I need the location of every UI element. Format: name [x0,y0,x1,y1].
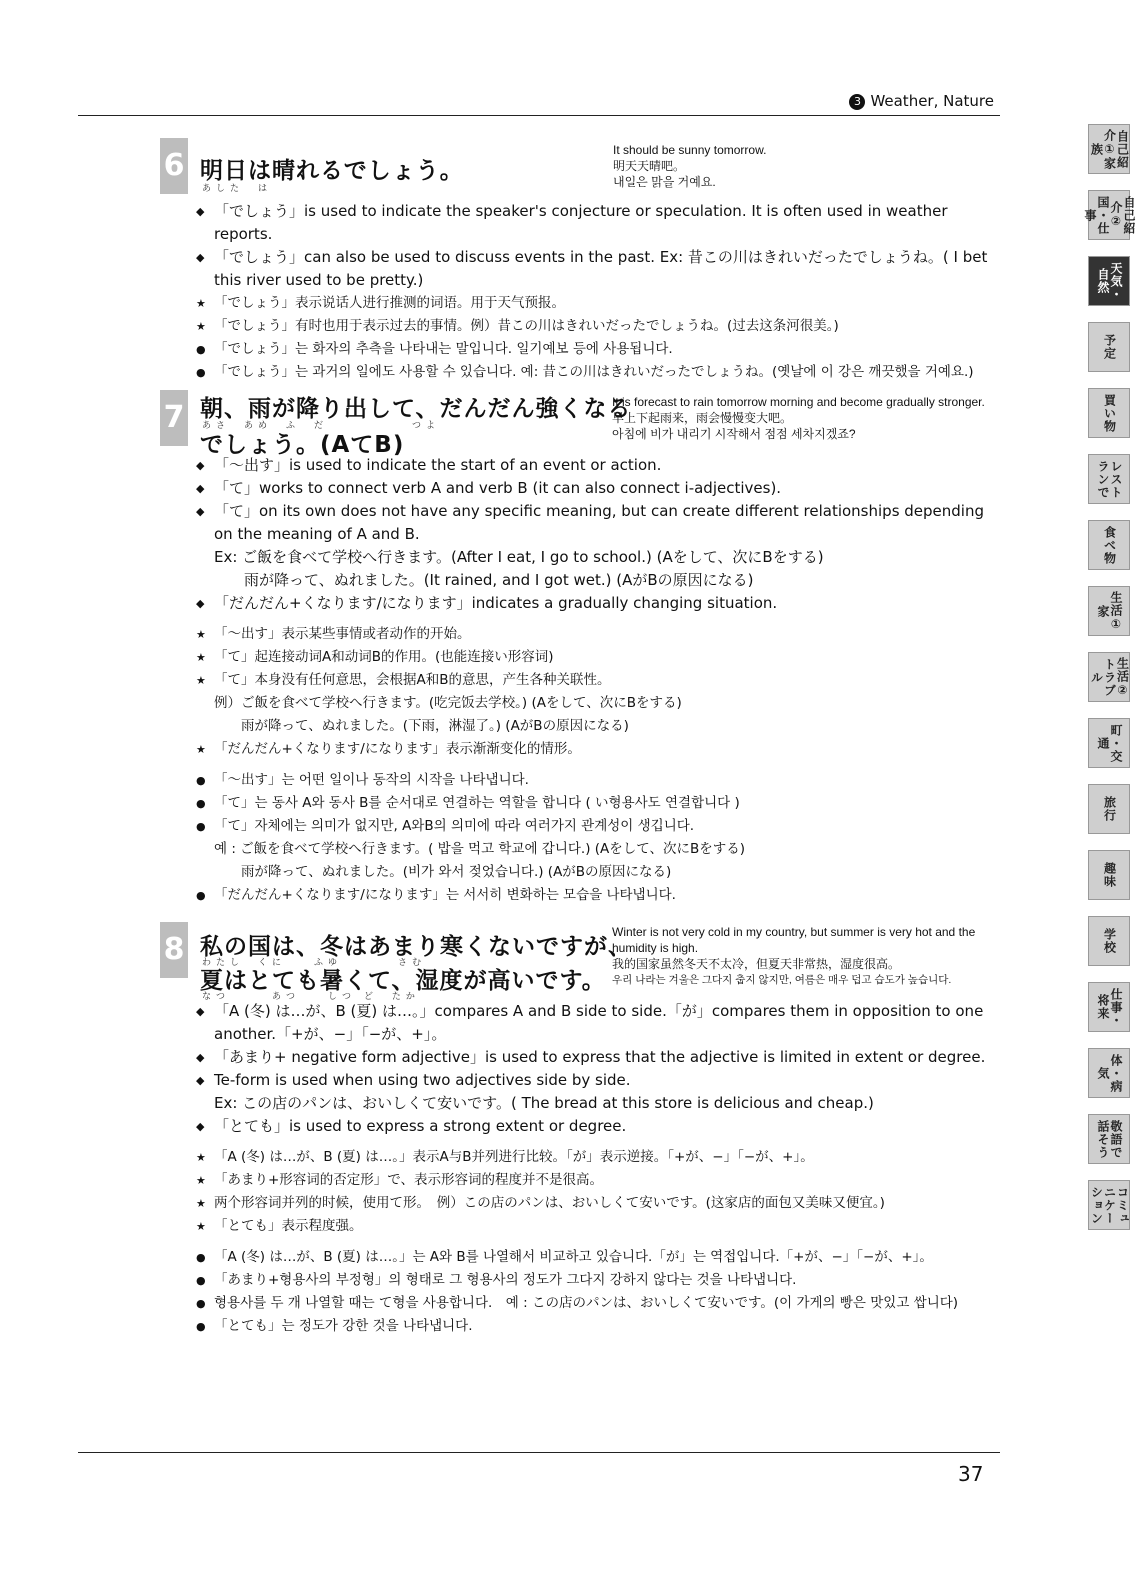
note-text: 「A (冬) は…が、B (夏) は…。」compares A and B side to side.「が」compares them in opposition to one another.「+が、−」「−が、+」。 [214,1002,984,1043]
bullet-star-icon: ★ [196,1151,206,1164]
footer-rule [78,1452,1000,1453]
section-notes [196,1000,996,1338]
note-text: 「でしょう」can also be used to discuss events in the past. Ex: 昔この川はきれいだったでしょうね。( I bet this river used to be pretty.) [214,248,988,289]
note-text: 「だんだん+くなります/になります」는 서서히 변화하는 모습을 나타냅니다. [214,887,676,903]
chapter-index-tabs [1084,124,1134,1246]
note-text: 「でしょう」有时也用于表示过去的事情。例）昔この川はきれいだったでしょうね。(过去这条河很美。) [214,318,839,334]
note-text: 형용사를 두 개 나열할 때는 て형을 사용합니다. 예 : この店のパンは、おいしくて安いです。(이 가게의 빵은 맛있고 쌉니다) [214,1295,959,1311]
section-title-line1: 私の国は、冬はあまり寒くないですが、 [200,934,632,960]
note-text: 예 : ご飯を食べて学校へ行きます。( 밥을 먹고 학교에 갑니다.) (Aをして、次にBをする) [214,841,746,857]
note-text: 「て」起连接动词A和动词B的作用。(也能连接い形容词) [214,649,554,665]
note-zh [196,646,996,669]
note-ko [196,1292,996,1315]
note-text: Te-form is used when using two adjectives side by side. [214,1071,631,1089]
section-number: 8 [160,922,188,978]
translation-en: Winter is not very cold in my country, but summer is very hot and the humidity is high. [612,925,976,955]
tab-hobbies[interactable]: 趣味 [1088,850,1130,900]
bullet-dot-icon: ● [196,797,206,810]
section-notes [196,454,996,907]
note-en [196,1115,996,1138]
note-ko [196,338,996,361]
bullet-dot-icon: ● [196,820,206,833]
note-text: 例）ご飯を食べて学校へ行きます。(吃完饭去学校。) (Aをして、次にBをする) [214,695,682,711]
note-zh [196,1192,996,1215]
bullet-dot-icon: ● [196,1297,206,1310]
translation-ko: 우리 나라는 겨울은 그다지 춥지 않지만, 여름은 매우 덥고 습도가 높습니다. [612,974,952,986]
bullet-dot-icon: ● [196,1320,206,1333]
note-ko [196,884,996,907]
chapter-number-badge: 3 [849,94,865,110]
note-en [196,1069,996,1092]
example-line [196,1092,996,1115]
note-text: 「だんだん+くなります/になります」表示渐渐变化的情形。 [214,741,581,757]
note-en [196,477,996,500]
tab-keigo[interactable]: 敬語で話そう [1088,1114,1130,1164]
note-text: 「〜出す」表示某些事情或者动作的开始。 [214,626,471,642]
note-en [196,200,996,246]
tab-town-transport[interactable]: 町・交通 [1088,718,1130,768]
note-zh [196,623,996,646]
note-zh [196,1215,996,1238]
bullet-dot-icon: ● [196,366,206,379]
section-translation [612,924,990,988]
bullet-dot-icon: ● [196,889,206,902]
note-text: 「とても」는 정도가 강한 것을 나타냅니다. [214,1318,473,1334]
tab-plans[interactable]: 予定 [1088,322,1130,372]
note-text: 「あまり+形容词的否定形」で、表示形容词的程度并不是很高。 [214,1172,604,1188]
tab-travel[interactable]: 旅行 [1088,784,1130,834]
note-en [196,246,996,292]
tab-work-future[interactable]: 仕事・将来 [1088,982,1130,1032]
section-furigana: あさ あめ ふ だ つよ [202,421,441,431]
note-text: 「とても」表示程度强。 [214,1218,363,1234]
note-ko [196,1315,996,1338]
section-furigana-2: なつ あつ しつ ど たか [202,992,420,1002]
translation-zh: 我的国家虽然冬天不太冷，但夏天非常热，湿度很高。 [612,957,901,971]
note-zh [196,669,996,692]
note-ko [196,361,996,384]
note-en [196,1046,996,1069]
translation-en: It is forecast to rain tomorrow morning and become gradually stronger. [612,395,985,409]
note-text: 「て」자체에는 의미가 없지만, A와B의 의미에 따라 여러가지 관계성이 생깁니다. [214,818,695,834]
bullet-star-icon: ★ [196,628,206,641]
example-line [196,715,996,738]
note-en [196,500,996,546]
note-text: 雨が降って、ぬれました。(下雨，淋湿了。) (AがBの原因になる) [214,718,629,734]
example-line [196,569,996,592]
note-ko [196,815,996,838]
section-title: 明日は晴れるでしょう。 [200,158,464,184]
note-text: 「〜出す」is used to indicate the start of an event or action. [214,456,662,474]
tab-self-intro-country-work[interactable]: 自己紹介②国・仕事 [1088,190,1130,240]
section-number: 7 [160,390,188,446]
bullet-star-icon: ★ [196,297,206,310]
tab-food[interactable]: 食べ物 [1088,520,1130,570]
example-line [196,546,996,569]
bullet-dot-icon: ● [196,1274,206,1287]
translation-zh: 早上下起雨来，雨会慢慢变大吧。 [612,411,793,425]
note-zh [196,738,996,761]
bullet-diamond-icon: ◆ [196,1074,205,1087]
page-number: 37 [958,1462,984,1486]
note-text: 雨が降って、ぬれました。(It rained, and I got wet.) (AがBの原因になる) [214,571,754,589]
tab-body-illness[interactable]: 体・病気 [1088,1048,1130,1098]
note-text: 两个形容词并列的时候，使用て形。 例）この店のパンは、おいしくて安いです。(这家店的面包又美味又便宜。) [214,1195,885,1211]
bullet-diamond-icon: ◆ [196,251,205,264]
bullet-diamond-icon: ◆ [196,597,205,610]
note-text: 雨が降って、ぬれました。(비가 와서 젖었습니다.) (AがBの原因になる) [214,864,672,880]
example-line [196,838,996,861]
tab-shopping[interactable]: 買い物 [1088,388,1130,438]
tab-self-intro-family[interactable]: 自己紹介①家族 [1088,124,1130,174]
bullet-star-icon: ★ [196,651,206,664]
bullet-diamond-icon: ◆ [196,482,205,495]
note-text: 「て」는 동사 A와 동사 B를 순서대로 연결하는 역할을 합니다 ( い형용사도 연결합니다 ) [214,795,740,811]
bullet-diamond-icon: ◆ [196,1051,205,1064]
note-text: Ex: この店のパンは、おいしくて安いです。( The bread at this store is delicious and cheap.) [214,1094,874,1112]
bullet-diamond-icon: ◆ [196,1005,205,1018]
note-text: 「とても」is used to express a strong extent or degree. [214,1117,627,1135]
bullet-star-icon: ★ [196,674,206,687]
bullet-star-icon: ★ [196,743,206,756]
section-translation [612,394,992,442]
bullet-star-icon: ★ [196,1197,206,1210]
page-header [0,88,1134,116]
note-text: 「あまり+형용사의 부정형」의 형태로 그 형용사의 정도가 그다지 강하지 않다는 것을 나타냅니다. [214,1272,797,1288]
translation-ko: 아침에 비가 내리기 시작해서 점점 세차지겠죠? [612,427,856,441]
bullet-dot-icon: ● [196,1251,206,1264]
translation-zh: 明天天晴吧。 [613,159,686,173]
note-en [196,454,996,477]
section-translation [613,142,993,190]
note-text: 「でしょう」는 과거의 일에도 사용할 수 있습니다. 예: 昔この川はきれいだったでしょうね。(옛날에 이 강은 깨끗했을 거예요.) [214,364,974,380]
note-zh [196,315,996,338]
note-text: Ex: ご飯を食べて学校へ行きます。(After I eat, I go to school.) (Aをして、次にBをする) [214,548,824,566]
bullet-dot-icon: ● [196,343,206,356]
note-ko [196,792,996,815]
chapter-label [849,92,994,110]
tab-communication[interactable]: コミュニケーション [1088,1180,1130,1230]
note-text: 「て」本身没有任何意思，会根据A和B的意思，产生各种关联性。 [214,672,611,688]
section-furigana: あした は [202,184,273,194]
translation-en: It should be sunny tomorrow. [613,143,767,157]
tab-restaurant[interactable]: レストランで [1088,454,1130,504]
section-title-line2: でしょう。(AてB) [200,432,405,458]
bullet-star-icon: ★ [196,320,206,333]
tab-weather-nature[interactable]: 天気・自然 [1088,256,1130,306]
bullet-star-icon: ★ [196,1174,206,1187]
section-furigana-1: わたし くに ふゆ さむ [202,958,427,968]
bullet-diamond-icon: ◆ [196,459,205,472]
note-ko [196,1269,996,1292]
tab-life-trouble[interactable]: 生活②トラブル [1088,652,1130,702]
bullet-diamond-icon: ◆ [196,505,205,518]
note-text: 「だんだん+くなります/になります」indicates a gradually changing situation. [214,594,778,612]
note-text: 「て」on its own does not have any specific meaning, but can create different relationships depending on the meaning of A and B. [214,502,985,543]
bullet-dot-icon: ● [196,774,206,787]
section-number: 6 [160,138,188,194]
note-text: 「て」works to connect verb A and verb B (it can also connect i-adjectives). [214,479,782,497]
note-zh [196,1146,996,1169]
tab-school[interactable]: 学校 [1088,916,1130,966]
note-text: 「でしょう」表示说话人进行推测的词语。用于天气预报。 [214,295,565,311]
section-title-line1: 朝、雨が降り出して、だんだん強くなる [200,396,632,422]
translation-ko: 내일은 맑을 거예요. [613,175,716,189]
section-notes [196,200,996,384]
example-line [196,692,996,715]
section-title-line2: 夏はとても暑くて、湿度が高いです。 [200,968,606,994]
example-line [196,861,996,884]
tab-life-home[interactable]: 生活①家 [1088,586,1130,636]
note-zh [196,1169,996,1192]
note-text: 「A (冬) は…が、B (夏) は…。」는 A와 B를 나열해서 비교하고 있습니다.「が」는 역접입니다.「+が、−」「−が、+」。 [214,1249,933,1265]
note-en [196,592,996,615]
note-text: 「でしょう」는 화자의 추측을 나타내는 말입니다. 일기예보 등에 사용됩니다. [214,341,673,357]
note-text: 「でしょう」is used to indicate the speaker's conjecture or speculation. It is often used in weather reports. [214,202,948,243]
bullet-diamond-icon: ◆ [196,1120,205,1133]
note-en [196,1000,996,1046]
header-rule [78,115,1000,116]
note-zh [196,292,996,315]
chapter-title: Weather, Nature [870,92,994,110]
bullet-star-icon: ★ [196,1220,206,1233]
note-text: 「〜出す」는 어떤 일이나 동작의 시작을 나타냅니다. [214,772,529,788]
note-ko [196,769,996,792]
note-ko [196,1246,996,1269]
note-text: 「A (冬) は…が、B (夏) は…。」表示A与B并列进行比较。「が」表示逆接。「+が、−」「−が、+」。 [214,1149,814,1165]
note-text: 「あまり+ negative form adjective」is used to express that the adjective is limited in extent or degree. [214,1048,986,1066]
bullet-diamond-icon: ◆ [196,205,205,218]
